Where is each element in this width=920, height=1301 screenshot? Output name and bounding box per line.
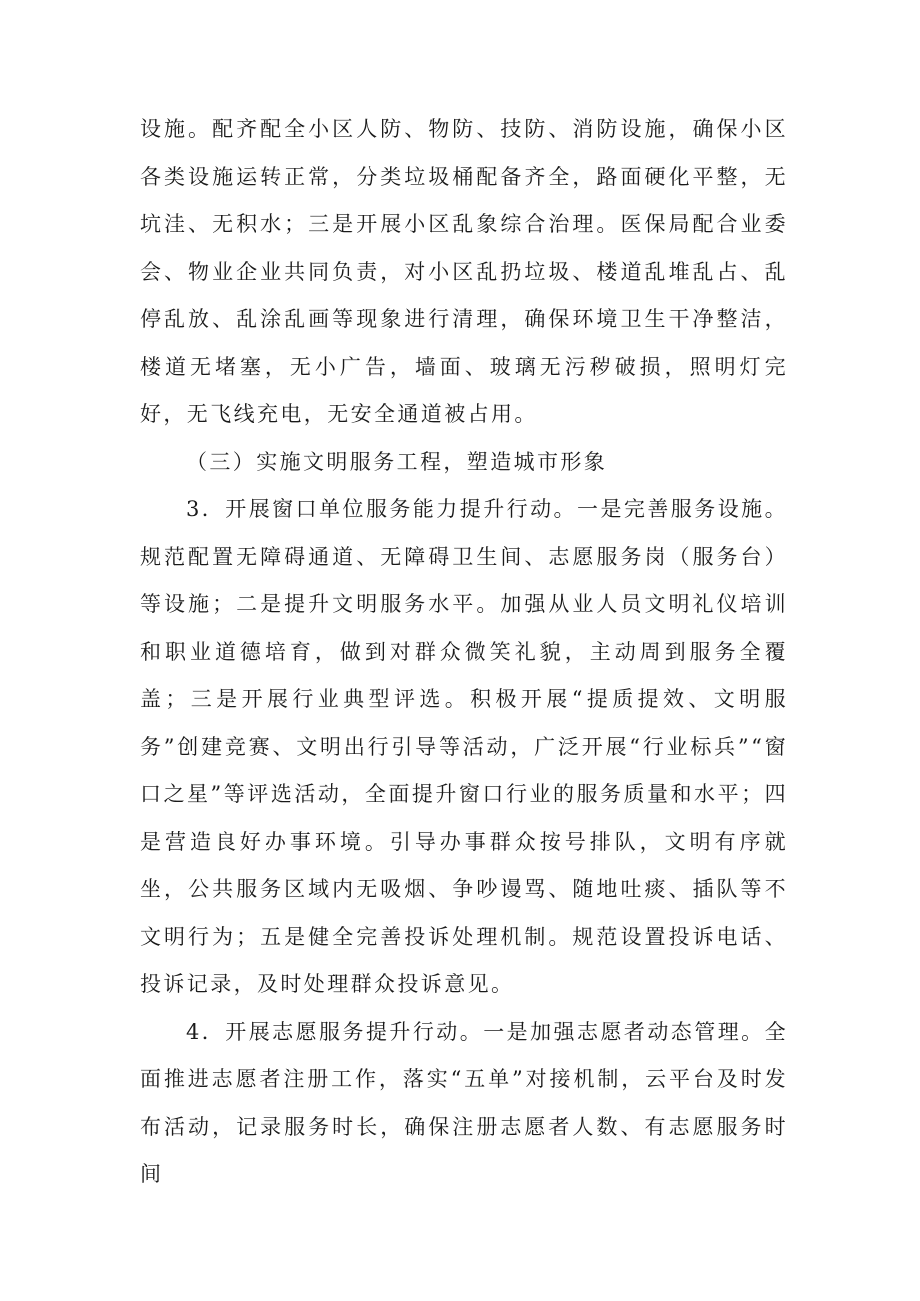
paragraph-volunteer-service: 4．开展志愿服务提升行动。一是加强志愿者动态管理。全面推进志愿者注册工作，落实“五单”对接机制，云平台及时发布活动，记录服务时长，确保注册志愿者人数、有志愿服务时间 xyxy=(140,1019,788,1186)
paragraph-community-facilities: 设施。配齐配全小区人防、物防、技防、消防设施，确保小区各类设施运转正常，分类垃圾桶配备齐全，路面硬化平整，无坑洼、无积水；三是开展小区乱象综合治理。医保局配合业委会、物业企业共同负责，对小区乱扔垃圾、楼道乱堆乱占、乱停乱放、乱涂乱画等现象进行清理，确保环境卫生干净整洁，楼道无堵塞，无小广告，墙面、玻璃无污秽破损，照明灯完好，无飞线充电，无安全通道被占用。 xyxy=(140,117,788,426)
paragraph-window-service: 3．开展窗口单位服务能力提升行动。一是完善服务设施。规范配置无障碍通道、无障碍卫生间、志愿服务岗（服务台）等设施；二是提升文明服务水平。加强从业人员文明礼仪培训和职业道德培育，做到对群众微笑礼貌，主动周到服务全覆盖；三是开展行业典型评选。积极开展“提质提效、文明服务”创建竞赛、文明出行引导等活动，广泛开展“行业标兵”“窗口之星”等评选活动，全面提升窗口行业的服务质量和水平；四是营造良好办事环境。引导办事群众按号排队，文明有序就坐，公共服务区域内无吸烟、争吵谩骂、随地吐痰、插队等不文明行为；五是健全完善投诉处理机制。规范设置投诉电话、投诉记录，及时处理群众投诉意见。 xyxy=(140,497,788,996)
section-heading-civilized-service: （三）实施文明服务工程，塑造城市形象 xyxy=(186,449,608,474)
document-body xyxy=(140,106,788,1199)
